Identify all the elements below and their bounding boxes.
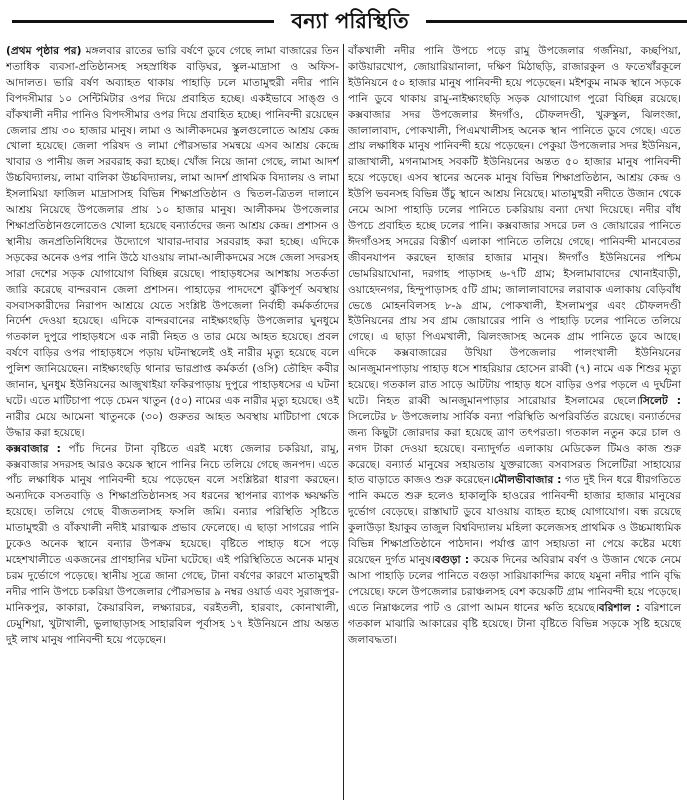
article-column-left bbox=[6, 44, 339, 800]
section-label-bogura: বগুড়া : bbox=[434, 554, 470, 566]
article-column-right bbox=[348, 44, 681, 800]
header-rule-right bbox=[426, 20, 687, 23]
section-label-barishal: বরিশাল : bbox=[598, 601, 641, 614]
paragraph-text: বাঁকখালী নদীর পানি উপচে পড়ে রামু উপজেলার গর্জনিয়া, কচ্ছপিয়া, কাউয়ারখোপ, জোয়ারিয়ানালা, দক্ষিণ মিঠাছড়ি, রাজারকুল ও ফতেখাঁরকূলে ইউনিয়নে ৫০ হাজার মানুষ পানিবন্দী হয়ে পড়েছেন। মইশকুম নামক স্থানে সড়কে পানি ডুবে থাকায় রামু-নাইক্ষ্যংছড়ি সড়ক যোগাযোগ পুরো বিচ্ছিন্ন রয়েছে। কক্সবাজার সদর উপজেলার ঈদগাঁও, চৌফলদণ্ডী, খুরুস্কুল, ঝিলংজা, জালালাবাদ, পোকখালী, পিএমখালীসহ অনেক স্থান পানিতে ডুবে গেছে। এতে প্রায় লক্ষাধিক মানুষ পানিবন্দী হয়ে পড়েছেন। পেকুয়া উপজেলার সদর ইউনিয়ন, রাজাখালী, মগনামাসহ সবকটি ইউনিয়নের অন্তত ৫০ হাজার মানুষ পানিবন্দী হয়ে পড়েছে। এসব স্থানের অনেক মানুষ বিভিন্ন শিক্ষাপ্রতিষ্ঠান, আশ্রয় কেন্দ্র ও ইউপি ভবনসহ বিভিন্ন উঁচু স্থানে আশ্রয় নিয়েছে। মাতামুহুরী নদীতে উজান থেকে নেমে আসা পাহাড়ি ঢলের পানিতে চকরিয়ায় বন্যা দেখা দিয়েছে। নদীর বাঁধ উপচে প্রবাহিত হচ্ছে ঢলের পানি। কক্সবাজার সদরে ঢল ও জোয়ারের পানিতে ঈদগাঁওসহ সদরের বিস্তীর্ণ এলাকা পানিতে তলিয়ে গেছে। পানিবন্দী মানবেতর জীবনযাপন করছেন হাজার হাজার মানুষ। ঈদগাঁও ইউনিয়নের পশ্চিম ভোমরিয়াঘোনা, দরগাহ পাড়াসহ ৬-৭টি গ্রাম; ইসলামাবাদের খোনাইবাড়ী, ওয়াহেদনগর, হিন্দুপাড়াসহ ৫টি গ্রাম; জালালাবাদের লরাবাক এলাকায় বেড়িবাঁধ ভেঙে মোহনবিলসহ ৮-৯ গ্রাম, পোকখালী, ইসলামপুর এবং চৌফলদণ্ডী ইউনিয়নের প্রায় সব গ্রাম জোয়ারের পানি ও পাহাড়ি ঢলের পানিতে তলিয়ে গেছে। এ ছাড়া পিএমখালী, ঝিলংজাসহ অনেক গ্রাম পানিতে ডুবে আছে। এদিকে কক্সবাজারের উখিয়া উপজেলার পালংখালী ইউনিয়নের আনজুমানপাড়ায় পাহাড় ধসে শাহরিয়ার হোসেন রাব্বী (৭) নামে এক শিশুর মৃত্যু হয়েছে। গতকাল রাত সাড়ে আটটায় পাহাড় ধসে বাড়ির ওপর পড়লে এ দুর্ঘটনা ঘটে। নিহত রাব্বী আনজুমানপাড়ার সারোয়ার ইসলামের ছেলে। bbox=[348, 45, 681, 407]
paragraph-text: সিলেটের ৮ উপজেলায় সার্বিক বন্যা পরিস্থিতি অপরিবর্তিত রয়েছে। বন্যার্তদের জন্য কিছুটা জোরদার করা হয়েছে ত্রাণ তৎপরতা। গতকাল নতুন করে চাল ও নগদ টাকা দেওয়া হয়েছে। বন্যাদুর্গত এলাকায় মেডিকেল টিমও কাজ শুরু করেছে। বন্যার্ত মানুষের সহায়তায় যুক্তরাজ্যে বসবাসরত সিলেটিরা সাহায্যের হাত বাড়াতে কাজও শুরু করেছেন। bbox=[348, 410, 681, 487]
article-title: বন্যা পরিস্থিতি bbox=[291, 9, 409, 33]
section-label-coxsbazar: কক্সবাজার : bbox=[6, 442, 61, 455]
section-label-moulvibazar: মৌলভীবাজার : bbox=[493, 474, 562, 487]
paragraph-text: মঙ্গলবার রাতের ভারি বর্ষণে ডুবে গেছে লামা বাজারের তিন শতাধিক ব্যবসা-প্রতিষ্ঠানসহ সহস্রাধিক বাড়িঘর, স্কুল-মাদ্রাসা ও অফিস-আদালত। ভারি বর্ষণ অব্যাহত থাকায় পাহাড়ি ঢলে মাতামুহুরী নদীর পানি বিপদসীমার ১০ সেন্টিমিটার ওপর দিয়ে প্রবাহিত হচ্ছে। একইভাবে সাঙ্গু ও বাঁকখালী নদীর পানিও বিপদসীমার ওপর দিয়ে প্রবাহিত হচ্ছে। পানিবন্দী রয়েছেন জেলার প্রায় ৩০ হাজার মানুষ। লামা ও আলীকদমের স্কুলগুলোতে আশ্রয় কেন্দ্র খোলা হয়েছে। জেলা পরিষদ ও লামা পৌরসভার সমন্বয়ে এসব আশ্রয় কেন্দ্রে খাবার ও পানীয় জল সরবরাহ করা হচ্ছে। খোঁজ নিয়ে জানা গেছে, লামা আদর্শ উচ্চবিদ্যালয়, লামা বালিকা উচ্চবিদ্যালয়, লামা আদর্শ প্রাথমিক বিদ্যালয় ও লামা ইসলামিয়া ফাজিল মাদ্রাসাসহ বিভিন্ন শিক্ষাপ্রতিষ্ঠান ও দ্বিতল-ত্রিতল দালানে আশ্রয় নিয়েছে উপজেলার প্রায় ১০ হাজার মানুষ। আলীকদম উপজেলার শিক্ষাপ্রতিষ্ঠানগুলোতেও খোলা হয়েছে বন্যার্তদের জন্য আশ্রয় কেন্দ্র। প্রশাসন ও স্থানীয় জনপ্রতিনিধিদের উদ্যোগে খাবার-দাবার সরবরাহ করা হচ্ছে। এদিকে সড়কের অনেক ওপর পানি উঠে যাওয়ায় লামা-আলীকদমের সঙ্গে জেলা সদরসহ সারা দেশের সড়ক যোগাযোগ বিচ্ছিন্ন রয়েছে। পাহাড়ধসের আশঙ্কায় সতর্কতা জারি করেছে বান্দরবান জেলা প্রশাসন। পাহাড়ের পাদদেশে ঝুঁকিপূর্ণ অবস্থায় বসবাসকারীদের নিরাপদ আশ্রয়ে যেতে সংশ্লিষ্ট উপজেলা নির্বাহী কর্মকর্তাদের নির্দেশ দেওয়া হয়েছে। এদিকে বান্দরবানের নাইক্ষ্যংছড়ি উপজেলার ঘুনধুমে গতকাল দুপুরে পাহাড়ধসে এক নারী নিহত ও তার মেয়ে আহত হয়েছে। প্রবল বর্ষণে বাড়ির ওপর পাহাড়ধসে পড়ায় ঘটনাস্থলেই ওই নারীর মৃত্যু হয়েছে বলে পুলিশ জানিয়েছেন। নাইক্ষ্যংছড়ি থানার ভারপ্রাপ্ত কর্মকর্তা (ওসি) তৌহিদ কবীর জানান, ঘুনধুম ইউনিয়নের আজুখাইয়া ফকিরপাড়ায় দুপুরে পাহাড়ধসের এ ঘটনা ঘটে। এতে মাটিচাপা পড়ে চেমন খাতুন (৫০) নামের এক নারীর মৃত্যু হয়েছে। ওই নারীর মেয়ে আমেনা খাতুনকে (৩০) গুরুতর আহত অবস্থায় মাটিচাপা থেকে উদ্ধার করা হয়েছে। bbox=[6, 45, 339, 439]
paragraph-text: কয়েক দিনের অবিরাম বর্ষণ ও উজান থেকে নেমে আসা পাহাড়ি ঢলের পানিতে বগুড়া সারিয়াকান্দির কাছে যমুনা নদীর পানি বৃদ্ধি পেয়েছে। ফলে উপজেলার চরাঞ্চলসহ বেশ কয়েকটি গ্রাম পানিবন্দী হয়ে পড়েছে। এতে নিম্নাঞ্চলের পাট ও রোপা আমন ধানের ক্ষতি হয়েছে। bbox=[348, 554, 681, 614]
paragraph bbox=[6, 44, 339, 442]
article-body bbox=[6, 44, 681, 800]
paragraph bbox=[348, 44, 681, 648]
paragraph-text: পাঁচ দিনের টানা বৃষ্টিতে এরই মধ্যে জেলার চকরিয়া, রামু, কক্সবাজার সদরসহ আরও কয়েক স্থানে পানির নিচে তলিয়ে গেছে জনপদ। এতে পাঁচ লক্ষাধিক মানুষ পানিবন্দী হয়ে পড়েছেন বলে সংশ্লিষ্টরা ধারণা করছেন। অন্যদিকে বসতবাড়ি ও শিক্ষাপ্রতিষ্ঠানসহ সব ধরনের স্থাপনার ব্যাপক ক্ষয়ক্ষতি হয়েছে। তলিয়ে গেছে বীজতলাসহ ফসলি জমি। বন্যার পরিস্থিতি সৃষ্টিতে মাতামুহুরী ও বাঁকখালী নদীই মারাত্মক প্রভাব ফেলেছে। এ ছাড়া সাগরের পানি ঢুকেও অনেক স্থানে বন্যার উপক্রম হয়েছে। বৃষ্টিতে পাহাড় ধসে পড়ে মহেশখালীতে একজনের প্রাণহানির ঘটনা ঘটেছে। এই পরিস্থিতিতে অনেক মানুষ চরম দুর্ভোগে পড়েছে। স্থানীয় সূত্রে জানা গেছে, টানা বর্ষণের কারণে মাতামুহুরী নদীর পানি উপচে চকরিয়া উপজেলার পৌরসভার ৯ নম্বর ওয়ার্ড এবং সুরাজপুর-মানিকপুর, কাকারা, কৈয়ারবিল, লক্ষ্যারচর, বরইতলী, হারবাং, কোনাখালী, ঢেমুশিয়া, খুটাখালী, ভুলাছাড়াসহ সাহারবিল পূর্বাসহ ১৭ ইউনিয়নে প্রায় অন্তত দুই লাখ মানুষ পানিবন্দী হয়ে পড়েছেন। bbox=[6, 442, 339, 646]
paragraph-text: গত দুই দিন ধরে ধীরগতিতে পানি কমতে শুরু হলেও হাকালুকি হাওরের পানিবন্দী হাজার হাজার মানুষের দুর্ভোগ বেড়েছে। রাস্তাঘাট ডুবে যাওয়ায় ব্যাহত হচ্ছে যোগাযোগ। বন্ধ রয়েছে কুলাউড়া ইয়াকুব তাজুল বিশ্ববিদ্যালয় মহিলা কলেজসহ প্রাথমিক ও উচ্চমাধ্যমিক বিভিন্ন শিক্ষাপ্রতিষ্ঠানে পাঠদান। পর্যাপ্ত ত্রাণ সহায়তা না পেয়ে কষ্টের মধ্যে রয়েছেন দুর্গত মানুষ। bbox=[348, 474, 681, 566]
section-label-sylhet: সিলেট : bbox=[639, 394, 681, 407]
paragraph-text: বরিশালে গতকাল মাঝারি আকারের বৃষ্টি হয়েছে। টানা বৃষ্টিতে বিভিন্ন সড়কে সৃষ্টি হয়েছে জলাবদ্ধতা। bbox=[348, 601, 681, 646]
header-rule-left bbox=[12, 20, 274, 23]
continuation-label: (প্রথম পৃষ্ঠার পর) bbox=[6, 45, 82, 57]
article-header bbox=[6, 0, 681, 42]
column-divider bbox=[343, 44, 344, 800]
paragraph bbox=[6, 442, 339, 649]
